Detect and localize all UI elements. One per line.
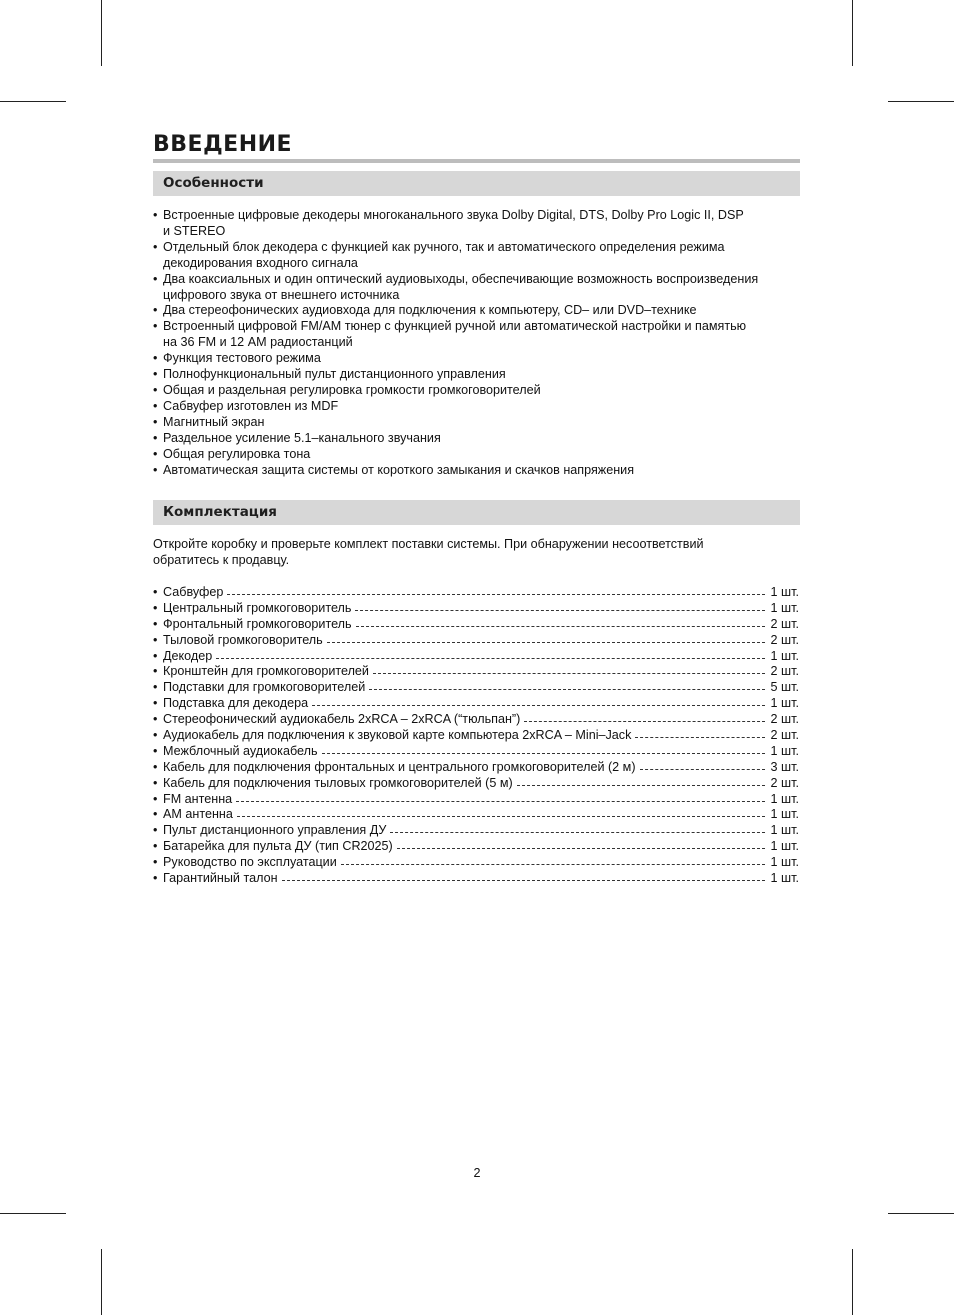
dot-leader xyxy=(216,657,764,659)
dot-leader xyxy=(369,688,764,690)
feature-item: • Отдельный блок декодера с функцией как ручного, так и автоматического определения режима декодирования входного сигнала xyxy=(153,240,803,272)
kit-item-name: Кронштейн для громкоговорителей xyxy=(163,664,369,679)
kit-item-name: Сабвуфер xyxy=(163,585,224,599)
kit-item-name: Батарейка для пульта ДУ (тип CR2025) xyxy=(163,839,393,854)
kit-item xyxy=(153,760,799,776)
dot-leader xyxy=(236,800,764,802)
kit-item-name: Тыловой громкоговоритель xyxy=(163,632,323,647)
kit-item xyxy=(153,633,799,649)
kit-item-name: Подставки для громкоговорителей xyxy=(163,680,366,695)
dot-leader xyxy=(635,736,764,738)
kit-item xyxy=(153,680,799,696)
crop-mark-right-top xyxy=(888,101,954,102)
kit-item-name: Пульт дистанционного управления ДУ xyxy=(163,823,387,838)
crop-mark-right-bottom xyxy=(888,1213,954,1214)
feature-item: • Общая регулировка тона xyxy=(153,447,803,463)
kit-item xyxy=(153,585,799,601)
kit-item xyxy=(153,744,799,760)
dot-leader xyxy=(237,815,765,817)
feature-item: • Сабвуфер изготовлен из MDF xyxy=(153,399,803,415)
kit-item xyxy=(153,823,799,839)
kit-item xyxy=(153,664,799,680)
kit-item-name: Руководство по эксплуатации xyxy=(163,855,337,870)
kit-item-name: Гарантийный талон xyxy=(163,871,278,886)
kit-item-name: Подставка для декодера xyxy=(163,696,309,711)
kit-item xyxy=(153,871,799,887)
kit-item xyxy=(153,696,799,712)
title-rule xyxy=(153,159,800,163)
kit-item-qty: 1 шт. xyxy=(770,807,799,822)
page-title: ВВЕДЕНИЕ xyxy=(153,132,293,157)
kit-item-qty: 2 шт. xyxy=(770,664,799,679)
dot-leader xyxy=(355,609,764,611)
dot-leader xyxy=(356,625,765,627)
dot-leader xyxy=(373,672,765,674)
crop-mark-bottom-right xyxy=(852,1249,853,1315)
dot-leader xyxy=(640,768,765,770)
kit-item-qty: 3 шт. xyxy=(770,759,799,774)
kit-intro: Откройте коробку и проверьте комплект поставки системы. При обнаружении несоответствий обратитесь к продавцу. xyxy=(153,537,704,567)
kit-item-name: Стереофонический аудиокабель 2xRCA – 2xRCA (“тюльпан”) xyxy=(163,712,521,727)
feature-item: • Магнитный экран xyxy=(153,415,803,431)
crop-mark-left-bottom xyxy=(0,1213,66,1214)
kit-item xyxy=(153,807,799,823)
crop-mark-top-right xyxy=(852,0,853,66)
kit-item-name: Аудиокабель для подключения к звуковой карте компьютера 2xRCA – Mini–Jack xyxy=(163,728,632,743)
kit-item-name: Декодер xyxy=(163,648,213,663)
kit-item-qty: 1 шт. xyxy=(770,871,799,886)
dot-leader xyxy=(227,593,764,595)
dot-leader xyxy=(312,704,764,706)
dot-leader xyxy=(282,879,765,881)
kit-item-name: Кабель для подключения тыловых громкоговорителей (5 м) xyxy=(163,775,513,790)
feature-item: • Встроенный цифровой FM/AM тюнер с функцией ручной или автоматической настройки и памятью на 36 FM и 12 AM радиостанций xyxy=(153,319,803,351)
feature-item: • Полнофункциональный пульт дистанционного управления xyxy=(153,367,803,383)
kit-item-qty: 2 шт. xyxy=(770,775,799,790)
feature-item: • Раздельное усиление 5.1–канального звучания xyxy=(153,431,803,447)
kit-item-name: Межблочный аудиокабель xyxy=(163,743,318,758)
kit-item-qty: 1 шт. xyxy=(770,791,799,806)
kit-item xyxy=(153,617,799,633)
kit-heading: Комплектация xyxy=(163,504,277,520)
kit-item xyxy=(153,601,799,617)
feature-item: • Встроенные цифровые декодеры многоканального звука Dolby Digital, DTS, Dolby Pro Logic II, DSP и STEREO xyxy=(153,208,803,240)
dot-leader xyxy=(397,847,765,849)
kit-item-qty: 1 шт. xyxy=(770,839,799,854)
kit-item-qty: 2 шт. xyxy=(770,728,799,743)
features-list xyxy=(153,208,803,478)
crop-mark-bottom-left xyxy=(101,1249,102,1315)
feature-item: • Два стереофонических аудиовхода для подключения к компьютеру, CD– или DVD–технике xyxy=(153,303,803,319)
kit-item xyxy=(153,649,799,665)
kit-item-name: Фронтальный громкоговоритель xyxy=(163,616,352,631)
kit-item xyxy=(153,712,799,728)
page-number: 2 xyxy=(473,1166,481,1180)
feature-item: • Функция тестового режима xyxy=(153,351,803,367)
dot-leader xyxy=(322,752,765,754)
kit-item xyxy=(153,792,799,808)
dot-leader xyxy=(341,863,765,865)
dot-leader xyxy=(517,784,765,786)
kit-item-name: Центральный громкоговоритель xyxy=(163,600,352,615)
kit-item-qty: 2 шт. xyxy=(770,712,799,727)
kit-list xyxy=(153,585,799,887)
kit-item-name: Кабель для подключения фронтальных и центрального громкоговорителей (2 м) xyxy=(163,759,636,774)
kit-item-name: AM антенна xyxy=(163,807,233,822)
kit-item-qty: 1 шт. xyxy=(770,600,799,615)
dot-leader xyxy=(524,720,764,722)
kit-item xyxy=(153,855,799,871)
feature-item: • Общая и раздельная регулировка громкости громкоговорителей xyxy=(153,383,803,399)
kit-item-qty: 2 шт. xyxy=(770,632,799,647)
crop-mark-left-top xyxy=(0,101,66,102)
kit-item xyxy=(153,728,799,744)
kit-item-qty: 1 шт. xyxy=(770,648,799,663)
kit-item-qty: 1 шт. xyxy=(770,696,799,711)
kit-item-qty: 1 шт. xyxy=(770,855,799,870)
kit-item-qty: 2 шт. xyxy=(770,616,799,631)
kit-item-qty: 1 шт. xyxy=(770,743,799,758)
feature-item: • Два коаксиальных и один оптический аудиовыходы, обеспечивающие возможность воспроизведения цифрового звука от внешнего источника xyxy=(153,272,803,304)
kit-item-qty: 1 шт. xyxy=(770,823,799,838)
kit-item-qty: 5 шт. xyxy=(770,680,799,695)
kit-item-qty: 1 шт. xyxy=(770,585,799,599)
dot-leader xyxy=(327,641,765,643)
feature-item: • Автоматическая защита системы от короткого замыкания и скачков напряжения xyxy=(153,463,803,479)
features-section-bar xyxy=(153,171,800,196)
features-heading: Особенности xyxy=(163,175,264,191)
crop-mark-top-left xyxy=(101,0,102,66)
kit-item xyxy=(153,776,799,792)
kit-section-bar xyxy=(153,500,800,525)
dot-leader xyxy=(390,831,764,833)
kit-item-name: FM антенна xyxy=(163,791,233,806)
kit-item xyxy=(153,839,799,855)
